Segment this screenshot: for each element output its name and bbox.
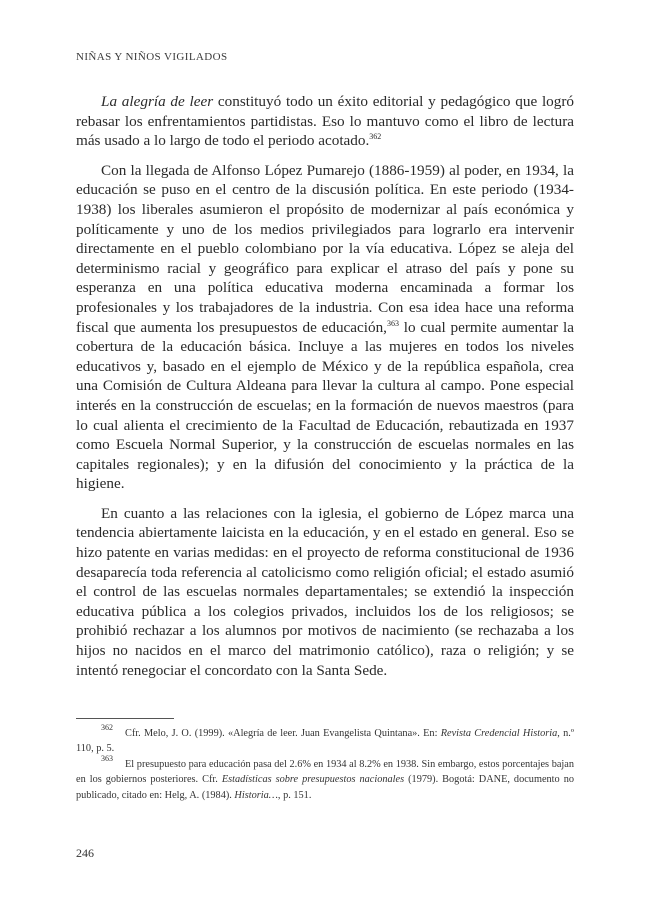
footnote-text: El presupuesto para educación pasa del 2.6% en 1934 al 8.2% en 1938. Sin embargo, estos porcentajes bajan en los gobiernos posteriores. Cfr. <box>76 758 574 786</box>
footnote-text: , p. 151. <box>277 789 312 801</box>
footnote-ref-362[interactable]: 362 <box>369 132 382 142</box>
paragraph-2-text-b: lo cual permite aumentar la cobertura de la educación básica. Incluye a las mujeres en todos los niveles educativos y, basado en el ejemplo de México y de la república española, crea una Comisión de Cultura Aldeana para llevar la cultura al campo. Pone especial interés en la construcción de escuelas; en la formación de nuevos maestros (para lo cual alienta el crecimiento de la Facultad de Educación, rebautizada en 1937 como Escuela Normal Superior, y la construcción de escuelas normales en las capitales regionales); y en la difusión del conocimiento y la práctica de la higiene. <box>76 318 574 493</box>
footnote-363 <box>76 753 574 803</box>
page-number: 246 <box>76 846 94 860</box>
paragraph-1 <box>76 92 574 151</box>
footnote-number: 362 <box>101 723 113 732</box>
footnote-number: 363 <box>101 753 113 763</box>
footnote-text: Cfr. Melo, J. O. (1999). «Alegría de leer. Juan Evangelista Quintana». En: <box>125 728 441 739</box>
running-head: NIÑAS Y NIÑOS VIGILADOS <box>76 51 228 63</box>
footnote-source-title: Historia… <box>234 789 278 801</box>
footnotes <box>76 723 575 803</box>
footnote-source-title: Revista Credencial Historia <box>440 728 558 739</box>
book-title: La alegría de leer <box>101 93 214 110</box>
footnote-source-title: Estadísticas sobre presupuestos nacionales <box>221 774 405 786</box>
footnote-362 <box>76 723 575 757</box>
footnote-ref-363[interactable]: 363 <box>386 318 399 328</box>
body-text <box>76 92 574 690</box>
paragraph-1-text: constituyó todo un éxito editorial y pedagógico que logró rebasar los enfrentamientos partidistas. Eso lo mantuvo como el libro de lectura más usado a lo largo de todo el periodo acotado. <box>76 93 574 150</box>
paragraph-2 <box>76 161 574 494</box>
paragraph-3: En cuanto a las relaciones con la iglesia, el gobierno de López marca una tendencia abiertamente laicista en la educación, y en el estado en general. Eso se hizo patente en varias medidas: en el proyecto de reforma constitucional de 1936 desaparecía toda referencia al catolicismo como religión oficial; el estado asumió el control de las escuelas normales departamentales; se extendió la inspección educativa pública a los colegios privados, incluidos los de los religiosos; se prohibió rechazar a los alumnos por motivos de nacimiento (se rechazaba a los hijos no nacidos en el marco del matrimonio católico), raza o religión; y se intentó renegociar el concordato con la Santa Sede. <box>76 504 574 679</box>
paragraph-2-text-a: Con la llegada de Alfonso López Pumarejo (1886-1959) al poder, en 1934, la educación se puso en el centro de la discusión política. En este periodo (1934-1938) los liberales asumieron el propósito de modernizar al país económica y políticamente y uno de los medios privilegiados para lograrlo era intervenir directamente en el pueblo colombiano por la vía educativa. López se aleja del determinismo racial y geográfico para explicar el atraso del país y pone su esperanza en una política educativa moderna encaminada a formar los profesionales y los trabajadores de la industria. Con esa idea hace una reforma fiscal que aumenta los presupuestos de educación, <box>76 161 574 336</box>
footnote-separator <box>76 718 174 719</box>
footnote-text: , n.º 110, p. 5. <box>76 728 575 755</box>
footnote-text: (1979). Bogotá: DANE, documento no publicado, citado en: Helg, A. (1984). <box>76 774 574 801</box>
